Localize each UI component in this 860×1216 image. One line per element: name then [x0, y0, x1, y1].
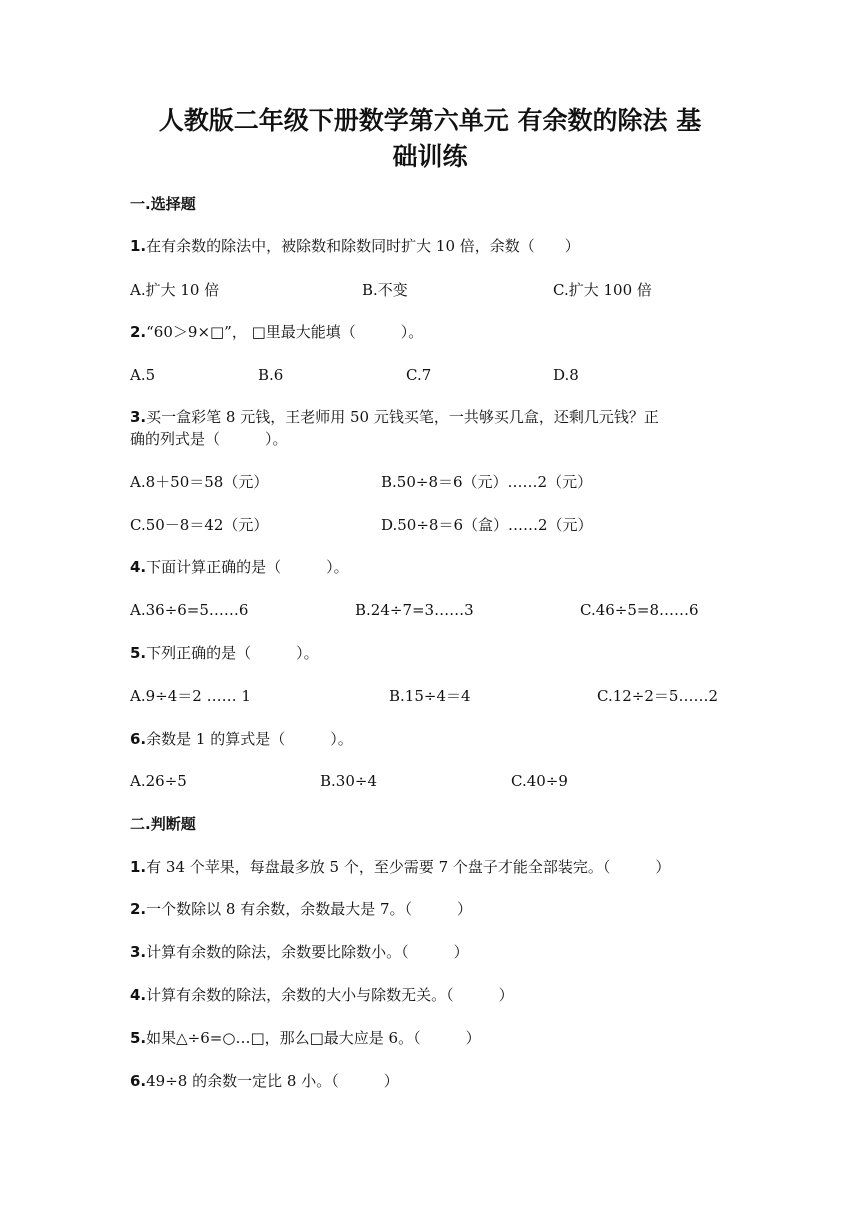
- option-b[interactable]: B.50÷8＝6（元）……2（元）: [381, 473, 593, 491]
- question-text: 计算有余数的除法，余数的大小与除数无关。（ ）: [146, 986, 514, 1004]
- question-text: 有 34 个苹果，每盘最多放 5 个，至少需要 7 个盘子才能全部装完。（ ）: [146, 858, 671, 876]
- choice-question-3-continued: 确的列式是（ ）。: [130, 430, 288, 448]
- option-a[interactable]: A.5: [130, 366, 156, 384]
- option-b[interactable]: B.不变: [362, 281, 408, 299]
- page-title-line-2: 础训练: [392, 142, 468, 171]
- option-a[interactable]: A.扩大 10 倍: [130, 281, 220, 299]
- option-a[interactable]: A.36÷6=5……6: [130, 601, 249, 619]
- choice-question-3: [130, 407, 730, 427]
- option-d[interactable]: D.50÷8＝6（盒）……2（元）: [381, 516, 593, 534]
- question-number: 3.: [130, 408, 147, 426]
- choice-question-1: [130, 236, 730, 256]
- judge-question-5: [130, 1028, 730, 1048]
- option-a[interactable]: A.8＋50＝58（元）: [130, 473, 269, 491]
- option-c[interactable]: C.12÷2＝5……2: [597, 687, 718, 705]
- question-number: 4.: [130, 558, 147, 576]
- option-a[interactable]: A.26÷5: [130, 772, 187, 790]
- question-text: 一个数除以 8 有余数，余数最大是 7。（ ）: [146, 900, 473, 918]
- judge-question-6: [130, 1071, 730, 1091]
- choice-question-2: [130, 322, 730, 342]
- question-number: 4.: [130, 986, 147, 1004]
- question-number: 2.: [130, 900, 147, 918]
- option-b[interactable]: B.24÷7=3……3: [355, 601, 474, 619]
- option-a[interactable]: A.9÷4＝2 …… 1: [130, 687, 251, 705]
- option-c[interactable]: C.7: [406, 366, 432, 384]
- question-number: 2.: [130, 323, 147, 341]
- option-b[interactable]: B.15÷4＝4: [389, 687, 471, 705]
- question-text: 计算有余数的除法，余数要比除数小。（ ）: [146, 943, 469, 961]
- judge-question-1: [130, 857, 730, 877]
- question-text: 下列正确的是（ ）。: [146, 644, 319, 662]
- question-number: 1.: [130, 237, 147, 255]
- question-text: 买一盒彩笔 8 元钱，王老师用 50 元钱买笔，一共够买几盒，还剩几元钱？正: [146, 408, 659, 426]
- choice-question-4: [130, 557, 730, 577]
- section-heading-choice: 一.选择题: [130, 195, 196, 213]
- question-text: “60＞9×□”， □里最大能填（ ）。: [146, 323, 424, 341]
- question-number: 6.: [130, 1072, 147, 1090]
- question-text: 余数是 1 的算式是（ ）。: [146, 730, 353, 748]
- question-number: 6.: [130, 730, 147, 748]
- option-c[interactable]: C.40÷9: [511, 772, 568, 790]
- option-c[interactable]: C.50－8＝42（元）: [130, 516, 269, 534]
- page-title-line-1: 人教版二年级下册数学第六单元 有余数的除法 基: [158, 106, 702, 135]
- question-number: 5.: [130, 1029, 147, 1047]
- judge-question-2: [130, 899, 730, 919]
- option-c[interactable]: C.46÷5=8……6: [580, 601, 699, 619]
- question-number: 5.: [130, 644, 147, 662]
- judge-question-3: [130, 942, 730, 962]
- option-b[interactable]: B.30÷4: [320, 772, 377, 790]
- option-d[interactable]: D.8: [553, 366, 579, 384]
- question-text: 如果△÷6=○…□，那么□最大应是 6。（ ）: [146, 1029, 481, 1047]
- question-number: 3.: [130, 943, 147, 961]
- judge-question-4: [130, 985, 730, 1005]
- section-heading-judge: 二.判断题: [130, 815, 196, 833]
- choice-question-5: [130, 643, 730, 663]
- question-text: 49÷8 的余数一定比 8 小。（ ）: [146, 1072, 399, 1090]
- question-number: 1.: [130, 858, 147, 876]
- question-text: 下面计算正确的是（ ）。: [146, 558, 349, 576]
- choice-question-6: [130, 729, 730, 749]
- question-text: 在有余数的除法中，被除数和除数同时扩大 10 倍，余数（ ）: [146, 237, 580, 255]
- option-b[interactable]: B.6: [258, 366, 284, 384]
- option-c[interactable]: C.扩大 100 倍: [553, 281, 652, 299]
